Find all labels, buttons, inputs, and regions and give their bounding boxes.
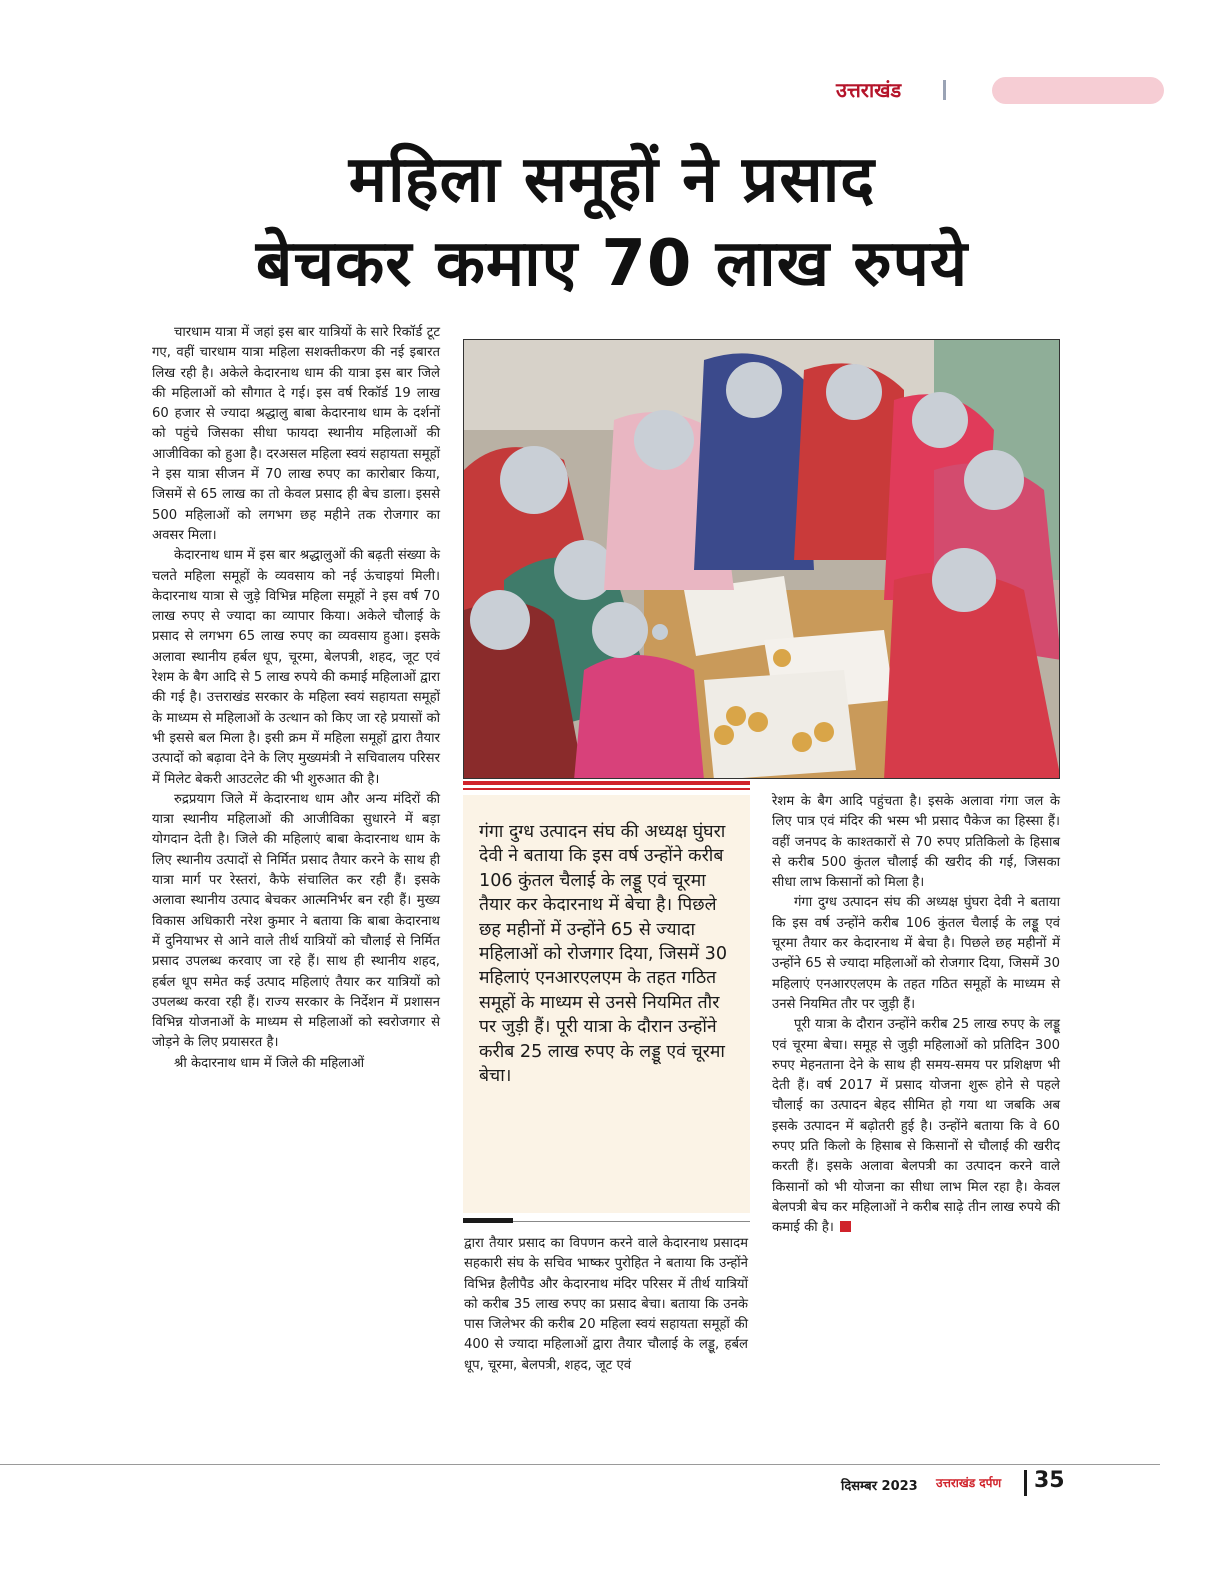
- quote-bottom-rule: [463, 1218, 513, 1223]
- end-of-article-mark: [840, 1221, 851, 1232]
- quote-top-rule: [463, 781, 750, 785]
- footer-date: दिसम्बर 2023: [841, 1479, 918, 1494]
- footer-rule: [0, 1464, 1160, 1465]
- article-column-left: [152, 323, 440, 1074]
- section-separator: [943, 80, 946, 100]
- paragraph: गंगा दुग्ध उत्पादन संघ की अध्यक्ष घुंघरा देवी ने बताया कि इस वर्ष उन्होंने करीब 106 कुंतल चैलाई के लड्डू एवं चूरमा तैयार कर केदारनाथ में बेचा है। पिछले छह महीनों में उन्होंने 65 से ज्यादा महिलाओं को रोजगार दिया, जिसमें 30 महिलाएं एनआरएलएम के तहत गठित समूहों के माध्यम से उनसे नियमित तौर पर जुड़ी हैं।: [772, 895, 1060, 1012]
- section-pill-decoration: [992, 77, 1164, 104]
- paragraph: रुद्रप्रयाग जिले में केदारनाथ धाम और अन्य मंदिरों की यात्रा स्थानीय महिलाओं की आजीविका सुधारने में बड़ा योगदान देती है। जिले की महिलाएं बाबा केदारनाथ धाम के लिए स्थानीय उत्पादों से निर्मित प्रसाद तैयार करने के साथ ही यात्रा मार्ग पर रेस्तरां, कैफे संचालित कर रही हैं। इसके अलावा स्थानीय उत्पाद बेचकर आत्मनिर्भर बन रही हैं। मुख्य विकास अधिकारी नरेश कुमार ने बताया कि बाबा केदारनाथ में दुनियाभर से आने वाले तीर्थ यात्रियों को चौलाई से निर्मित प्रसाद उपलब्ध करवाए जा रहे हैं। साथ ही स्थानीय शहद, हर्बल धूप समेत कई उत्पाद महिलाएं तैयार कर यात्रियों को उपलब्ध करवा रही हैं। राज्य सरकार के निर्देशन में प्रशासन विभिन्न योजनाओं के माध्यम से महिलाओं को स्वरोजगार से जोड़ने के लिए प्रयासरत है।: [152, 791, 440, 1051]
- quote-bottom-line: [513, 1221, 750, 1222]
- headline-line-1: महिला समूहों ने प्रसाद: [348, 143, 876, 217]
- quote-top-rule-thin: [463, 788, 750, 790]
- article-column-middle: [464, 1234, 748, 1376]
- paragraph: द्वारा तैयार प्रसाद का विपणन करने वाले केदारनाथ प्रसादम सहकारी संघ के सचिव भाष्कर पुरोहित ने बताया कि उन्होंने विभिन्न हैलीपैड और केदारनाथ मंदिर परिसर में तीर्थ यात्रियों को करीब 35 लाख रुपए का प्रसाद बेचा। बताया कि उनके पास जिलेभर की करीब 20 महिला स्वयं सहायता समूहों की 400 से ज्यादा महिलाओं द्वारा तैयार चौलाई के लड्डू, हर्बल धूप, चूरमा, बेलपत्री, शहद, जूट एवं: [464, 1236, 748, 1373]
- article-column-right: [772, 792, 1060, 1239]
- article-photo: [463, 339, 1060, 779]
- paragraph: [772, 1015, 1060, 1238]
- paragraph-text: पूरी यात्रा के दौरान उन्होंने करीब 25 लाख रुपए के लड्डू एवं चूरमा बेचा। समूह से जुड़ी महिलाओं को प्रतिदिन 300 रुपए मेहनताना देने के साथ ही समय-समय पर प्रशिक्षण भी देती हैं। वर्ष 2017 में प्रसाद योजना शुरू होने से पहले चौलाई का उत्पादन बेहद सीमित हो गया था जबकि अब इसके उत्पादन में बढ़ोतरी हुई है। उन्होंने बताया कि वे 60 रुपए प्रति किलो के हिसाब से किसानों से चौलाई की खरीद करती हैं। इसके अलावा बेलपत्री का उत्पादन करने वाले किसानों को भी योजना का सीधा लाभ मिल रहा है। केवल बेलपत्री बेच कर महिलाओं ने करीब साढ़े तीन लाख रुपये की कमाई की है।: [772, 1017, 1060, 1236]
- page-number: 35: [1034, 1468, 1065, 1493]
- paragraph: केदारनाथ धाम में इस बार श्रद्धालुओं की बढ़ती संख्या के चलते महिला समूहों के व्यवसाय को नई ऊंचाइयां मिली। केदारनाथ यात्रा से जुड़े विभिन्न महिला समूहों ने इस वर्ष 70 लाख रुपए से ज्यादा का व्यापार किया। अकेले चौलाई के प्रसाद से लगभग 65 लाख रुपए का व्यवसाय हुआ। इसके अलावा स्थानीय हर्बल धूप, चूरमा, बेलपत्री, शहद, जूट एवं रेशम के बैग आदि से 5 लाख रुपये की कमाई महिलाओं द्वारा की गई है। उत्तराखंड सरकार के महिला स्वयं सहायता समूहों के माध्यम से महिलाओं के उत्थान को किए जा रहे प्रयासों को भी इससे बल मिला है। इसी क्रम में महिला समूहों द्वारा तैयार उत्पादों को बढ़ावा देने के लिए मुख्यमंत्री ने सचिवालय परिसर में मिलेट बेकरी आउटलेट की भी शुरुआत की है।: [152, 548, 440, 787]
- paragraph: श्री केदारनाथ धाम में जिले की महिलाओं: [174, 1055, 365, 1071]
- women-making-prasad-photo: [464, 340, 1060, 779]
- paragraph: चारधाम यात्रा में जहां इस बार यात्रियों के सारे रिकॉर्ड टूट गए, वहीं चारधाम यात्रा महिला सशक्तीकरण की नई इबारत लिख रही है। अकेले केदारनाथ धाम की यात्रा इस बार जिले की महिलाओं को सौगात दे गई। इस वर्ष रिकॉर्ड 19 लाख 60 हजार से ज्यादा श्रद्धालु बाबा केदारनाथ धाम के दर्शनों को पहुंचे जिसका सीधा फायदा स्थानीय महिलाओं की आजीविका को हुआ है। दरअसल महिला स्वयं सहायता समूहों ने इस यात्रा सीजन में 70 लाख रुपए का कारोबार किया, जिसमें से 65 लाख का तो केवल प्रसाद ही बेच डाला। इससे 500 महिलाओं को लगभग छह महीने तक रोजगार का अवसर मिला।: [152, 325, 440, 543]
- footer-separator: [1024, 1470, 1027, 1496]
- headline-line-2: बेचकर कमाए 70 लाख रुपये: [255, 227, 969, 301]
- section-label: उत्तराखंड: [836, 78, 902, 102]
- paragraph: रेशम के बैग आदि पहुंचता है। इसके अलावा गंगा जल के लिए पात्र एवं मंदिर की भस्म भी प्रसाद पैकेज का हिस्सा हैं। वहीं जनपद के काश्तकारों से 70 रुपए प्रतिकिलो के हिसाब से करीब 500 कुंतल चौलाई की खरीद की गई, जिसका सीधा लाभ किसानों को मिला है।: [772, 794, 1060, 891]
- footer-magazine-name: उत्तराखंड दर्पण: [936, 1476, 1002, 1490]
- article-headline: [60, 138, 1164, 306]
- pull-quote-text: गंगा दुग्ध उत्पादन संघ की अध्यक्ष घुंघरा देवी ने बताया कि इस वर्ष उन्होंने करीब 106 कुंतल चैलाई के लड्डू एवं चूरमा तैयार कर केदारनाथ में बेचा है। पिछले छह महीनों में उन्होंने 65 से ज्यादा महिलाओं को रोजगार दिया, जिसमें 30 महिलाएं एनआरएलएम के तहत गठित समूहों के माध्यम से उनसे नियमित तौर पर जुड़ी हैं। पूरी यात्रा के दौरान उन्होंने करीब 25 लाख रुपए के लड्डू एवं चूरमा बेचा।: [479, 822, 728, 1087]
